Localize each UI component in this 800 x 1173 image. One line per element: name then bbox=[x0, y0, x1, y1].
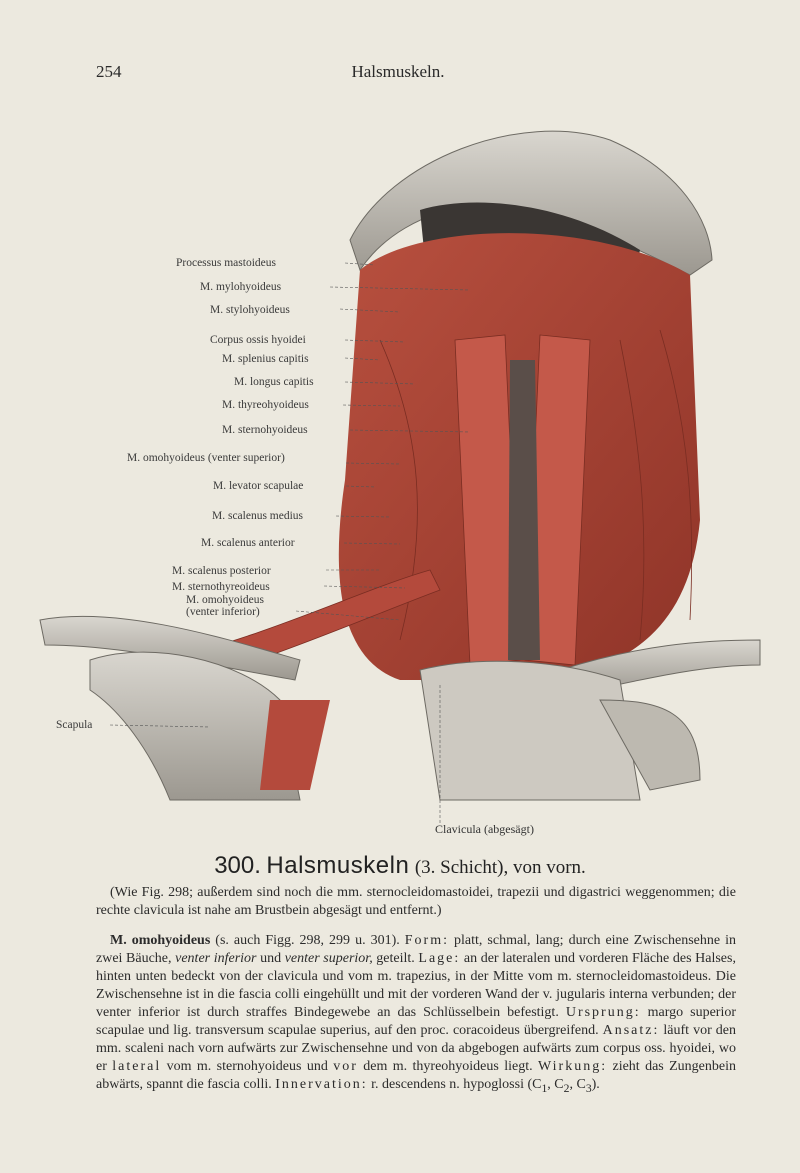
label-processus-mastoideus: Processus mastoideus bbox=[176, 257, 276, 269]
muscle-description bbox=[96, 932, 736, 1098]
ursprung-text: margo superior scapulae und lig. transversum scapulae superius, auf den proc. coracoideus übergreifend. bbox=[96, 1005, 737, 1038]
running-head: Halsmuskeln. bbox=[351, 62, 445, 81]
anatomical-figure bbox=[0, 100, 800, 835]
label-scapula: Scapula bbox=[56, 719, 93, 731]
sub-c3: 3 bbox=[585, 1081, 592, 1095]
label-m-omohyoideus: M. omohyoideus bbox=[186, 594, 264, 606]
ansatz-text-3: dem m. thyreohyoideus liegt. bbox=[357, 1059, 538, 1074]
ref-text: (s. auch Figg. 298, 299 u. 301). bbox=[210, 933, 405, 948]
form-text: platt, schmal, lang; durch eine Zwischensehne in zwei Bäuche, bbox=[96, 933, 736, 966]
form-label: Form: bbox=[404, 933, 449, 948]
venter-inferior-term: venter inferior bbox=[175, 951, 257, 966]
label-m-omohyoideus-venter-superior: M. omohyoideus (venter superior) bbox=[127, 452, 285, 464]
figure-note: (Wie Fig. 298; außerdem sind noch die mm. sternocleidomastoidei, trapezii und digastrici weggenommen; die rechte clavicula ist nahe am Brustbein abgesägt und entfernt.) bbox=[96, 885, 736, 918]
label-m-scalenus-anterior: M. scalenus anterior bbox=[201, 537, 295, 549]
sep-1: , C bbox=[547, 1077, 564, 1092]
figure-title bbox=[0, 852, 800, 880]
sternum bbox=[420, 661, 640, 800]
lage-text: an der lateralen und vorderen Fläche des Halses, hinten unten bedeckt von der clavicula und vom m. trapezius, in der Mitte vom m. sternocleidomastoideus. Die Zwischensehne ist in die fascia colli eingehüllt und mit der vorderen Wand der v. jugularis interna verbunden; der venter inferior ist durch straffes Bindegewebe an das Schlüsselbein befestigt. bbox=[96, 951, 736, 1020]
innervation-label: Innervation: bbox=[275, 1077, 368, 1092]
vor-term: vor bbox=[333, 1059, 358, 1074]
ansatz-label: Ansatz: bbox=[602, 1023, 660, 1038]
wirkung-text: zieht das Zungenbein abwärts, spannt die fascia colli. bbox=[96, 1059, 736, 1092]
neck-muscle-illustration bbox=[0, 100, 800, 835]
lateral-term: lateral bbox=[112, 1059, 162, 1074]
geteilt-text: geteilt. bbox=[372, 951, 419, 966]
label-m-sternothyreoideus: M. sternothyreoideus bbox=[172, 581, 270, 593]
label-venter-inferior: (venter inferior) bbox=[186, 606, 260, 618]
sep-2: , C bbox=[569, 1077, 586, 1092]
label-m-sternohyoideus: M. sternohyoideus bbox=[222, 424, 308, 436]
chest-muscle bbox=[260, 700, 330, 790]
label-m-splenius-capitis: M. splenius capitis bbox=[222, 353, 309, 365]
figure-name: Halsmuskeln bbox=[266, 852, 410, 879]
ansatz-text-2: vom m. sternohyoideus und bbox=[161, 1059, 334, 1074]
page-header bbox=[96, 62, 700, 86]
end-text: ). bbox=[591, 1077, 600, 1092]
label-m-longus-capitis: M. longus capitis bbox=[234, 376, 314, 388]
term-omohyoideus: M. omohyoideus bbox=[110, 933, 211, 948]
innervation-text: r. descendens n. hypoglossi (C bbox=[367, 1077, 542, 1092]
wirkung-label: Wirkung: bbox=[538, 1059, 608, 1074]
page-number: 254 bbox=[96, 62, 122, 81]
trachea bbox=[508, 360, 540, 660]
label-m-stylohyoideus: M. stylohyoideus bbox=[210, 304, 290, 316]
label-m-scalenus-posterior: M. scalenus posterior bbox=[172, 565, 271, 577]
ursprung-label: Ursprung: bbox=[565, 1005, 641, 1020]
ansatz-text: läuft vor den mm. scaleni nach vorn aufwärts zur Zwischensehne und von da abgebogen aufwärts zum corpus oss. hyoidei, wo er bbox=[96, 1023, 736, 1074]
sub-c1: 1 bbox=[541, 1081, 548, 1095]
label-m-thyreohyoideus: M. thyreohyoideus bbox=[222, 399, 309, 411]
figure-subtitle: (3. Schicht), von vorn. bbox=[414, 857, 586, 878]
venter-superior-term: venter superior, bbox=[284, 951, 373, 966]
label-m-mylohyoideus: M. mylohyoideus bbox=[200, 281, 282, 293]
sub-c2: 2 bbox=[563, 1081, 570, 1095]
und-text: und bbox=[256, 951, 285, 966]
label-m-scalenus-medius: M. scalenus medius bbox=[212, 510, 304, 522]
label-clavicula: Clavicula (abgesägt) bbox=[435, 822, 534, 836]
figure-number: 300. bbox=[214, 852, 261, 879]
label-corpus-ossis-hyoidei: Corpus ossis hyoidei bbox=[210, 334, 306, 346]
lage-label: Lage: bbox=[418, 951, 461, 966]
label-m-levator-scapulae: M. levator scapulae bbox=[213, 480, 304, 492]
